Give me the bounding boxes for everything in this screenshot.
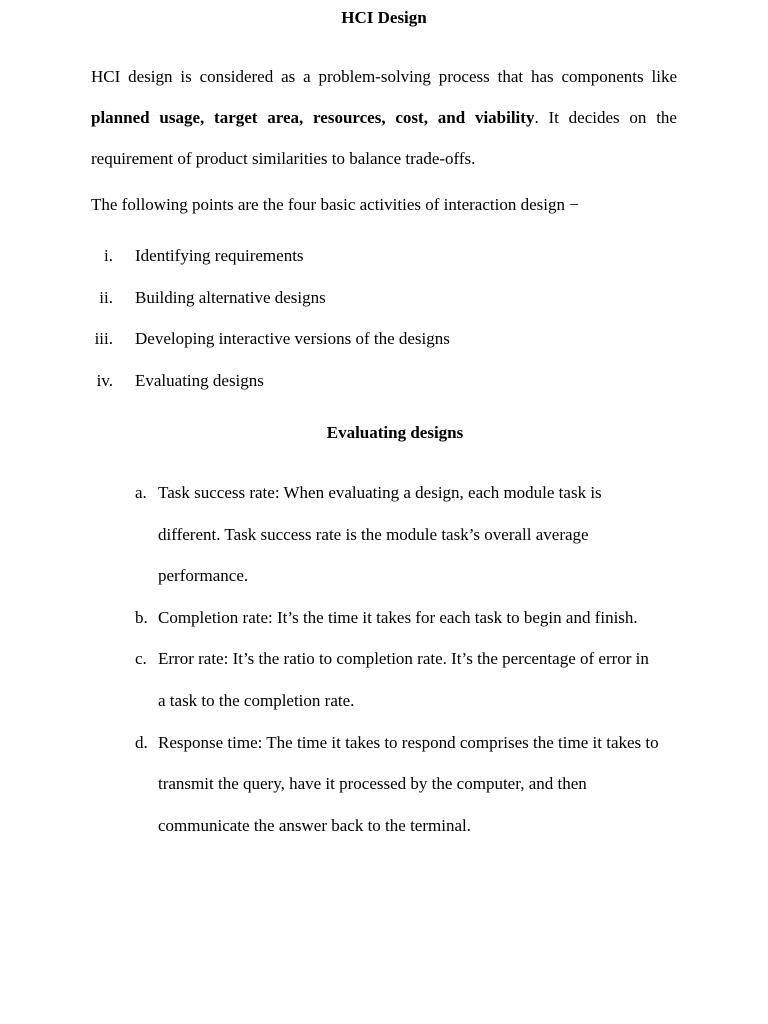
intro-paragraph <box>91 56 677 179</box>
list-item-text <box>158 722 678 847</box>
intro-bold-phrase: planned usage, target area, resources, cost, and viability <box>91 108 535 127</box>
list-item <box>133 722 678 847</box>
intro-line-2-rest: . It decides on the <box>534 108 677 127</box>
list-item <box>91 368 677 410</box>
list-item-line: Response time: The time it takes to respond comprises the time it takes to <box>158 732 659 752</box>
list-item-text: Evaluating designs <box>135 370 264 390</box>
list-marker: d. <box>135 732 148 752</box>
list-marker: i. <box>104 246 113 265</box>
list-item <box>133 638 678 721</box>
list-item-line: Error rate: It’s the ratio to completion rate. It’s the percentage of error in <box>158 649 649 669</box>
list-item-text <box>158 472 678 597</box>
page-title: HCI Design <box>341 8 427 27</box>
list-marker: a. <box>135 483 147 502</box>
section-heading: Evaluating designs <box>326 423 464 442</box>
list-item <box>133 597 678 639</box>
list-item-line: communicate the answer back to the terminal. <box>158 815 471 835</box>
list-item <box>91 243 677 285</box>
activities-list <box>91 243 677 409</box>
list-item-line: performance. <box>158 566 249 586</box>
metrics-list <box>133 472 678 846</box>
list-item <box>91 285 677 327</box>
list-item-text: Identifying requirements <box>135 246 304 265</box>
lead-sentence: The following points are the four basic activities of interaction design − <box>91 195 579 214</box>
intro-line-1: HCI design is considered as a problem-solving process that has components like <box>91 67 677 86</box>
list-marker: ii. <box>99 287 113 307</box>
list-marker: iv. <box>96 370 113 390</box>
list-item-text <box>158 597 678 639</box>
list-item-line: Task success rate: When evaluating a design, each module task is <box>158 483 602 502</box>
list-marker: iii. <box>94 329 113 348</box>
list-item-line: different. Task success rate is the module task’s overall average <box>158 524 589 544</box>
list-marker: b. <box>135 607 148 627</box>
list-item <box>133 472 678 597</box>
list-marker: c. <box>135 649 147 669</box>
intro-line-2 <box>91 97 677 138</box>
list-item-text <box>158 638 678 721</box>
list-item-line: Completion rate: It’s the time it takes for each task to begin and finish. <box>158 607 638 627</box>
list-item-line: transmit the query, have it processed by the computer, and then <box>158 774 587 794</box>
list-item-line: a task to the completion rate. <box>158 690 355 710</box>
list-item-text: Developing interactive versions of the designs <box>135 329 450 348</box>
list-item-text: Building alternative designs <box>135 287 326 307</box>
intro-line-3: requirement of product similarities to balance trade-offs. <box>91 149 476 168</box>
list-item <box>91 326 677 368</box>
